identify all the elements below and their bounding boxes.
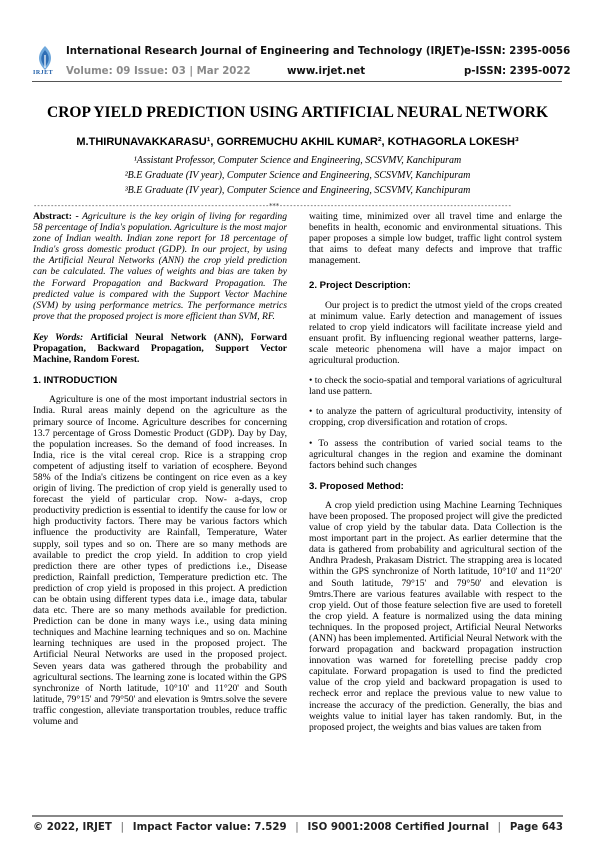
bullet-item: • to check the socio-spatial and temporal variations of agricultural land use pattern.	[309, 375, 562, 398]
affiliation-2: ²B.E Graduate (IV year), Computer Science and Engineering, SCSVMV, Kanchipuram	[124, 170, 471, 181]
pissn: p-ISSN: 2395-0072	[464, 66, 571, 77]
page-footer	[33, 822, 563, 833]
footer-divider-mark: |	[295, 822, 299, 833]
abstract-label: Abstract: -	[33, 211, 79, 222]
affiliation-1: ¹Assistant Professor, Computer Science and Engineering, SCSVMV, Kanchipuram	[133, 155, 462, 166]
footer-copyright: © 2022, IRJET	[33, 822, 112, 833]
author-list: M.THIRUNAVAKKARASU¹, GORREMUCHU AKHIL KUMAR², KOTHAGORLA LOKESH³	[76, 136, 519, 148]
footer-iso: ISO 9001:2008 Certified Journal	[307, 822, 489, 833]
intro-text: Agriculture is one of the most important industrial sectors in India. Rural areas mainly depend on the agriculture as the primary source of Income. Agriculture describes for concerning 13.7 percentage of Gross Domestic Product (GDP). Day by Day, the population increases. So the demand of food increases. In India, rice is the vital cereal crop. Rice is a strapping crop competent of adjusting itself to variation of ecosphere. Beyond 58% of the India's citizens be contingent on rice even as a key origin of living. The prediction of crop yield is generally used to forecast the yield of particular crop. Now- a-days, crop productivity prediction is essential to identify the cause for low or high productivity factors. There may be various factors which influence the productivity are Rainfall, Temperature, Water supply, soil types and so on. There are so many methods are available to predict the crop yield. In addition to crop yield prediction there are other types of predictions i.e., Disease prediction, Rainfall prediction, Temperature prediction etc. The prediction of crop yield is proposed in this project. A prediction can be obtain using different types data i.e., image data, tabular data etc. There are so many methods available for prediction. Prediction can be done in many ways i.e., using data mining techniques and Machine learning techniques and so on. Machine learning techniques are used in the proposed project. The Artificial Neural Networks are used in the proposed project. Seven years data was gathered through the probability and agricultural sections. The learning zone is located within the GPS synchronize of North latitude, 10°10' and 11°20' and South latitude, 79°15' and 79°50' and elevation is 9mtrs.solve the severe traffic congestion, alleviate transportation troubles, reduce traffic volume and	[33, 394, 287, 728]
project-description-text: Our project is to predict the utmost yield of the crops created at minimum value. Early detection and management of issues related to crop yield indicators will facilitate increase yield and ensuant profit. By influencing regional weather patterns, large-scale meteoric phenomena will have a major impact on agricultural production.	[309, 299, 562, 367]
footer-impact-factor: Impact Factor value: 7.529	[132, 822, 287, 833]
project-description-heading: 2. Project Description:	[309, 280, 411, 292]
intro-heading: 1. INTRODUCTION	[33, 375, 118, 387]
page-header	[0, 0, 595, 82]
affiliation-3: ³B.E Graduate (IV year), Computer Science and Engineering, SCSVMV, Kanchipuram	[124, 185, 471, 196]
paper-title: CROP YIELD PREDICTION USING ARTIFICIAL NEURAL NETWORK	[47, 104, 548, 121]
logo-text: IRJET	[33, 70, 54, 76]
proposed-method-text: A crop yield prediction using Machine Learning Techniques have been proposed. The proposed project will give the predicted value of crop yield by the tabular data. Data Collection is the most important part in the project. As earlier determine that the data is gathered from probability and agricultural section of the Andhra Pradesh, Prakasam District. The strapping area is located within the GPS synchronize of North latitude, 10°10' and 11°20' and South latitude, 79°15' and 79°50' and elevation is 9mtrs.There are various features available with respect to the crop yield. Out of those feature selection five are used to foretell the crop yield. A feature is normalized using the data mining techniques. In the proposed project, Artificial Neural Networks (ANN) has been implemented. Artificial Neural Network with the forward propagation and backward propagation instruction innovation was warned for foretelling precise paddy crop capitulate. Forward propagation is used to find the predicted value of the crop yield and backward propagation is used to recheck error and replace the previous value to new value to increase the accuracy of the prediction. Generally, the bias and weights value to initial layer has taken randomly. But, in the proposed project, the weights and bias values are taken from	[309, 499, 562, 733]
proposed-method-heading: 3. Proposed Method:	[309, 480, 404, 492]
footer-divider	[32, 815, 563, 817]
footer-divider-mark: |	[120, 822, 125, 833]
keywords-text: Artificial Neural Network (ANN), Forward Propagation, Backward Propagation, Support Vector Machine, Random Forest.	[33, 331, 287, 366]
continued-text: waiting time, minimized over all travel time and enlarge the benefits in health, economic and environmental situations. This paper proposes a simple low budget, traffic light control system that aims to defeat many defects and improve that traffic management.	[309, 211, 562, 267]
abstract	[33, 211, 287, 322]
footer-divider-mark: |	[497, 822, 502, 833]
eissn: e-ISSN: 2395-0056	[464, 46, 571, 57]
left-column	[33, 211, 287, 733]
volume-issue: Volume: 09 Issue: 03 | Mar 2022	[66, 66, 251, 77]
footer-page-number: Page 643	[509, 822, 563, 833]
keywords-label: Key Words:	[33, 331, 84, 343]
header-divider	[32, 81, 562, 82]
journal-website-link[interactable]: www.irjet.net	[287, 66, 366, 77]
abstract-text: Agriculture is the key origin of living for regarding 58 percentage of India's population. Agriculture is the most major zone of Indian wealth. Indian zone report for 18 percentage of India's gross domestic product (GDP). In our project, by using the Artificial Neural Networks (ANN) the crop yield prediction can be calculated. The values of weights and bias are taken by the Forward Propagation and Backward Propagation. The predicted value is compared with the Support Vector Machine (SVM) by using performance metrics. The performance metrics prove that the proposed project is more efficient than SVM, RF.	[33, 211, 287, 322]
journal-title: International Research Journal of Engineering and Technology (IRJET)	[66, 46, 465, 57]
keywords	[33, 332, 287, 365]
bullet-item: • to analyze the pattern of agricultural productivity, intensity of cropping, crop diversification and rotation of crops.	[309, 406, 562, 429]
right-column-top	[309, 211, 562, 733]
section-separator: ---------------------------------------------------------------------***--------------------------------------------------------------------	[33, 202, 512, 210]
bullet-item: • To assess the contribution of varied social teams to the agricultural changes in the region and examine the dominant factors behind such changes	[309, 437, 562, 471]
